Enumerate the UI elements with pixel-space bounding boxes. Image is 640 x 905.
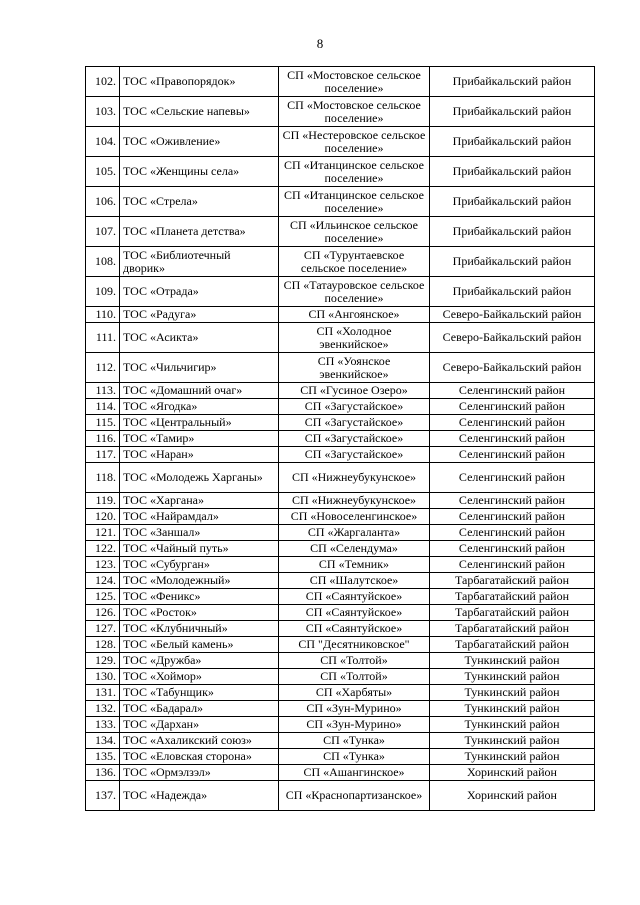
settlement-name: СП «Турунтаевское сельское поселение» — [279, 247, 430, 277]
table-row — [86, 781, 595, 811]
tos-name: ТОС «Ахаликский союз» — [120, 733, 279, 749]
tos-name: ТОС «Чильчигир» — [120, 353, 279, 383]
tos-name: ТОС «Планета детства» — [120, 217, 279, 247]
table-body — [86, 67, 595, 811]
settlement-name: СП «Загустайское» — [279, 415, 430, 431]
district-name: Тункинский район — [430, 701, 595, 717]
district-name: Тункинский район — [430, 669, 595, 685]
table-row — [86, 685, 595, 701]
settlement-name: СП «Загустайское» — [279, 399, 430, 415]
district-name: Селенгинский район — [430, 399, 595, 415]
table-row — [86, 573, 595, 589]
settlement-name: СП «Нижнеубукунское» — [279, 463, 430, 493]
tos-name: ТОС «Библиотечный дворик» — [120, 247, 279, 277]
tos-name: ТОС «Домашний очаг» — [120, 383, 279, 399]
table-row — [86, 67, 595, 97]
table-row — [86, 399, 595, 415]
tos-name: ТОС «Наран» — [120, 447, 279, 463]
table-row — [86, 717, 595, 733]
tos-name: ТОС «Центральный» — [120, 415, 279, 431]
table-row — [86, 509, 595, 525]
row-number: 114. — [86, 399, 120, 415]
row-number: 129. — [86, 653, 120, 669]
settlement-name: СП «Новоселенгинское» — [279, 509, 430, 525]
row-number: 117. — [86, 447, 120, 463]
table-row — [86, 653, 595, 669]
tos-name: ТОС «Табунщик» — [120, 685, 279, 701]
tos-name: ТОС «Чайный путь» — [120, 541, 279, 557]
district-name: Тарбагатайский район — [430, 573, 595, 589]
table-row — [86, 765, 595, 781]
table-row — [86, 247, 595, 277]
row-number: 119. — [86, 493, 120, 509]
district-name: Прибайкальский район — [430, 247, 595, 277]
row-number: 123. — [86, 557, 120, 573]
tos-name: ТОС «Бадарал» — [120, 701, 279, 717]
tos-name: ТОС «Молодежь Харганы» — [120, 463, 279, 493]
row-number: 128. — [86, 637, 120, 653]
district-name: Тункинский район — [430, 653, 595, 669]
row-number: 107. — [86, 217, 120, 247]
settlement-name: СП "Десятниковское" — [279, 637, 430, 653]
row-number: 134. — [86, 733, 120, 749]
tos-name: ТОС «Молодежный» — [120, 573, 279, 589]
row-number: 115. — [86, 415, 120, 431]
tos-name: ТОС «Женщины села» — [120, 157, 279, 187]
district-name: Тарбагатайский район — [430, 621, 595, 637]
table-row — [86, 463, 595, 493]
row-number: 133. — [86, 717, 120, 733]
settlement-name: СП «Тунка» — [279, 749, 430, 765]
district-name: Селенгинский район — [430, 415, 595, 431]
district-name: Северо-Байкальский район — [430, 323, 595, 353]
table-row — [86, 525, 595, 541]
tos-name: ТОС «Росток» — [120, 605, 279, 621]
settlement-name: СП «Мостовское сельское поселение» — [279, 97, 430, 127]
tos-name: ТОС «Дружба» — [120, 653, 279, 669]
district-name: Селенгинский район — [430, 447, 595, 463]
district-name: Селенгинский район — [430, 493, 595, 509]
tos-name: ТОС «Стрела» — [120, 187, 279, 217]
settlement-name: СП «Харбяты» — [279, 685, 430, 701]
tos-name: ТОС «Белый камень» — [120, 637, 279, 653]
settlement-name: СП «Саянтуйское» — [279, 605, 430, 621]
settlement-name: СП «Темник» — [279, 557, 430, 573]
settlement-name: СП «Ильинское сельское поселение» — [279, 217, 430, 247]
row-number: 120. — [86, 509, 120, 525]
settlement-name: СП «Татауровское сельское поселение» — [279, 277, 430, 307]
table-row — [86, 701, 595, 717]
row-number: 109. — [86, 277, 120, 307]
district-name: Прибайкальский район — [430, 67, 595, 97]
district-name: Хоринский район — [430, 781, 595, 811]
settlement-name: СП «Зун-Мурино» — [279, 701, 430, 717]
district-name: Тарбагатайский район — [430, 605, 595, 621]
district-name: Селенгинский район — [430, 557, 595, 573]
tos-name: ТОС «Клубничный» — [120, 621, 279, 637]
row-number: 116. — [86, 431, 120, 447]
district-name: Прибайкальский район — [430, 187, 595, 217]
tos-name: ТОС «Сельские напевы» — [120, 97, 279, 127]
row-number: 105. — [86, 157, 120, 187]
settlement-name: СП «Толтой» — [279, 653, 430, 669]
row-number: 137. — [86, 781, 120, 811]
table-row — [86, 353, 595, 383]
district-name: Прибайкальский район — [430, 127, 595, 157]
tos-name: ТОС «Ормэлзэл» — [120, 765, 279, 781]
district-name: Селенгинский район — [430, 525, 595, 541]
row-number: 110. — [86, 307, 120, 323]
tos-name: ТОС «Субурган» — [120, 557, 279, 573]
table-row — [86, 383, 595, 399]
table-row — [86, 157, 595, 187]
district-name: Хоринский район — [430, 765, 595, 781]
tos-name: ТОС «Оживление» — [120, 127, 279, 157]
row-number: 111. — [86, 323, 120, 353]
district-name: Тункинский район — [430, 717, 595, 733]
tos-registry-table — [85, 66, 595, 811]
row-number: 131. — [86, 685, 120, 701]
table-row — [86, 733, 595, 749]
settlement-name: СП «Зун-Мурино» — [279, 717, 430, 733]
table-row — [86, 669, 595, 685]
settlement-name: СП «Тунка» — [279, 733, 430, 749]
row-number: 125. — [86, 589, 120, 605]
row-number: 132. — [86, 701, 120, 717]
district-name: Тункинский район — [430, 685, 595, 701]
row-number: 135. — [86, 749, 120, 765]
row-number: 106. — [86, 187, 120, 217]
settlement-name: СП «Нестеровское сельское поселение» — [279, 127, 430, 157]
district-name: Прибайкальский район — [430, 217, 595, 247]
settlement-name: СП «Гусиное Озеро» — [279, 383, 430, 399]
table-row — [86, 541, 595, 557]
settlement-name: СП «Шалутское» — [279, 573, 430, 589]
tos-name: ТОС «Асикта» — [120, 323, 279, 353]
district-name: Тарбагатайский район — [430, 589, 595, 605]
settlement-name: СП «Загустайское» — [279, 447, 430, 463]
settlement-name: СП «Саянтуйское» — [279, 589, 430, 605]
tos-name: ТОС «Отрада» — [120, 277, 279, 307]
settlement-name: СП «Краснопартизанское» — [279, 781, 430, 811]
settlement-name: СП «Селендума» — [279, 541, 430, 557]
settlement-name: СП «Саянтуйское» — [279, 621, 430, 637]
settlement-name: СП «Итанцинское сельское поселение» — [279, 187, 430, 217]
tos-name: ТОС «Найрамдал» — [120, 509, 279, 525]
tos-name: ТОС «Правопорядок» — [120, 67, 279, 97]
district-name: Селенгинский район — [430, 431, 595, 447]
tos-name: ТОС «Ягодка» — [120, 399, 279, 415]
tos-name: ТОС «Заншал» — [120, 525, 279, 541]
row-number: 127. — [86, 621, 120, 637]
tos-name: ТОС «Еловская сторона» — [120, 749, 279, 765]
table-row — [86, 749, 595, 765]
settlement-name: СП «Ангоянское» — [279, 307, 430, 323]
settlement-name: СП «Мостовское сельское поселение» — [279, 67, 430, 97]
district-name: Прибайкальский район — [430, 277, 595, 307]
table-row — [86, 621, 595, 637]
district-name: Селенгинский район — [430, 463, 595, 493]
tos-name: ТОС «Радуга» — [120, 307, 279, 323]
district-name: Прибайкальский район — [430, 97, 595, 127]
row-number: 113. — [86, 383, 120, 399]
table-row — [86, 415, 595, 431]
table-row — [86, 127, 595, 157]
settlement-name: СП «Толтой» — [279, 669, 430, 685]
district-name: Селенгинский район — [430, 509, 595, 525]
row-number: 124. — [86, 573, 120, 589]
row-number: 102. — [86, 67, 120, 97]
settlement-name: СП «Уоянское эвенкийское» — [279, 353, 430, 383]
row-number: 122. — [86, 541, 120, 557]
table-row — [86, 277, 595, 307]
tos-name: ТОС «Феникс» — [120, 589, 279, 605]
page-number: 8 — [316, 36, 324, 51]
table-row — [86, 187, 595, 217]
row-number: 136. — [86, 765, 120, 781]
district-name: Селенгинский район — [430, 383, 595, 399]
table-row — [86, 217, 595, 247]
district-name: Северо-Байкальский район — [430, 307, 595, 323]
row-number: 112. — [86, 353, 120, 383]
settlement-name: СП «Нижнеубукунское» — [279, 493, 430, 509]
district-name: Селенгинский район — [430, 541, 595, 557]
tos-name: ТОС «Надежда» — [120, 781, 279, 811]
row-number: 104. — [86, 127, 120, 157]
table-row — [86, 493, 595, 509]
district-name: Тункинский район — [430, 733, 595, 749]
row-number: 130. — [86, 669, 120, 685]
tos-name: ТОС «Хоймор» — [120, 669, 279, 685]
table-row — [86, 323, 595, 353]
table-row — [86, 637, 595, 653]
row-number: 103. — [86, 97, 120, 127]
table-row — [86, 447, 595, 463]
district-name: Северо-Байкальский район — [430, 353, 595, 383]
tos-name: ТОС «Дархан» — [120, 717, 279, 733]
table-row — [86, 307, 595, 323]
table-row — [86, 557, 595, 573]
row-number: 118. — [86, 463, 120, 493]
table-row — [86, 97, 595, 127]
settlement-name: СП «Загустайское» — [279, 431, 430, 447]
table-row — [86, 605, 595, 621]
settlement-name: СП «Холодное эвенкийское» — [279, 323, 430, 353]
table-row — [86, 431, 595, 447]
row-number: 108. — [86, 247, 120, 277]
district-name: Прибайкальский район — [430, 157, 595, 187]
row-number: 121. — [86, 525, 120, 541]
district-name: Тарбагатайский район — [430, 637, 595, 653]
settlement-name: СП «Итанцинское сельское поселение» — [279, 157, 430, 187]
settlement-name: СП «Ашангинское» — [279, 765, 430, 781]
settlement-name: СП «Жаргаланта» — [279, 525, 430, 541]
tos-name: ТОС «Тамир» — [120, 431, 279, 447]
district-name: Тункинский район — [430, 749, 595, 765]
tos-name: ТОС «Харгана» — [120, 493, 279, 509]
row-number: 126. — [86, 605, 120, 621]
table-row — [86, 589, 595, 605]
